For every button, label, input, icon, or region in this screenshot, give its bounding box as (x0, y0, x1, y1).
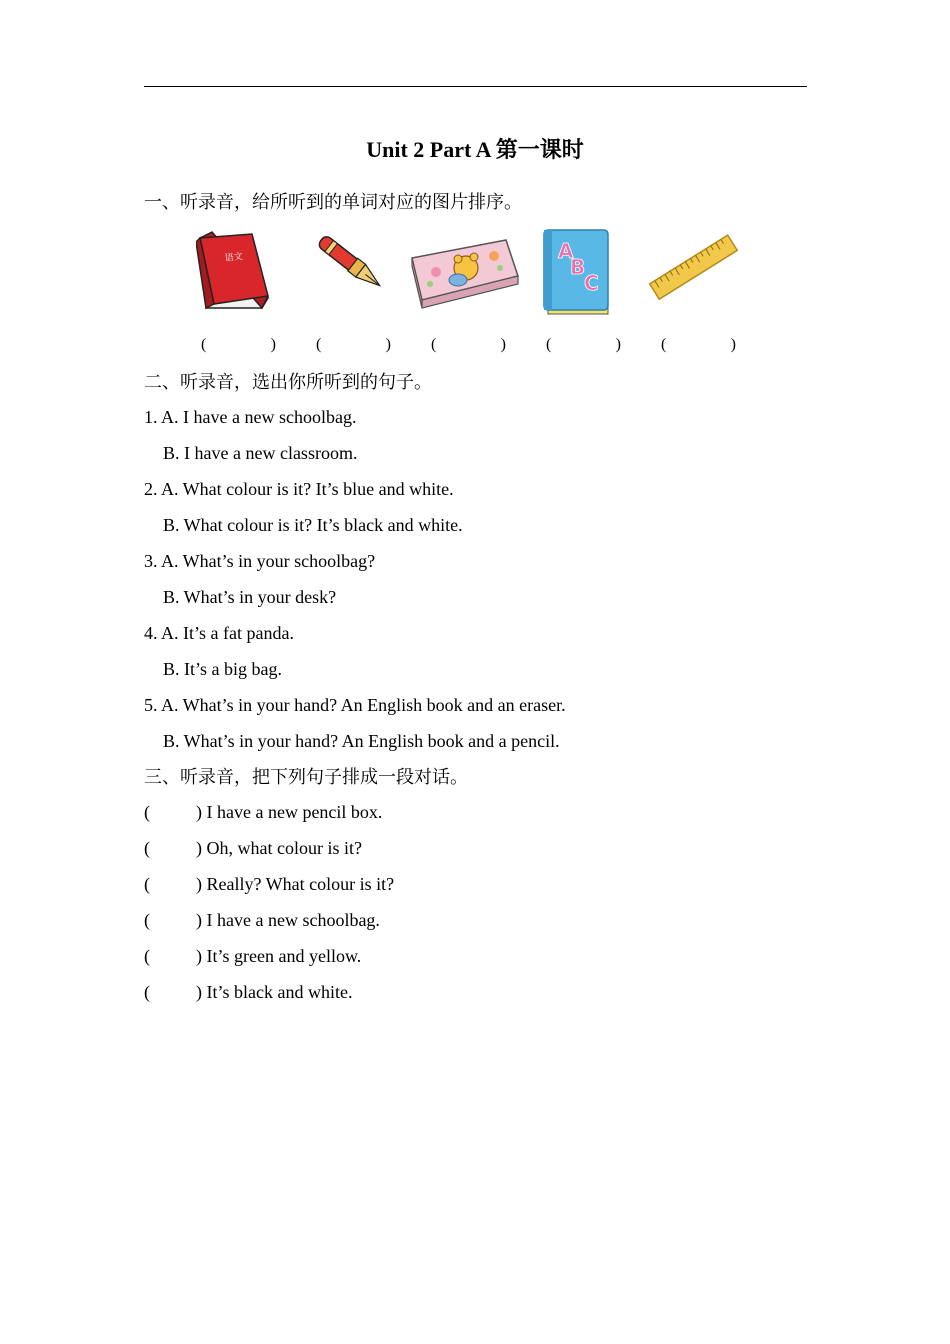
section3-heading: 三、听录音，把下列句子排成一段对话。 (144, 767, 468, 787)
question-4-option-a: 4. A. It’s a fat panda. (144, 623, 294, 643)
picture-row (0, 228, 950, 324)
question-1-option-b: B. I have a new classroom. (163, 443, 358, 463)
question-2-option-b: B. What colour is it? It’s black and white. (163, 515, 463, 535)
dialogue-line-1[interactable]: ( ) I have a new pencil box. (144, 802, 383, 822)
dialogue-line-6[interactable]: ( ) It’s black and white. (144, 982, 353, 1002)
dialogue-line-4[interactable]: ( ) I have a new schoolbag. (144, 910, 380, 930)
letter-c: C (584, 271, 599, 295)
question-1-option-a: 1. A. I have a new schoolbag. (144, 407, 357, 427)
section2-heading: 二、听录音，选出你所听到的句子。 (144, 372, 432, 392)
book-label: 语文 (224, 252, 244, 264)
ruler-picture (648, 228, 740, 308)
letter-b: B (570, 255, 586, 279)
answer-blank-3[interactable]: ( ) (431, 336, 506, 353)
answer-parens-row (0, 333, 950, 357)
section1-heading: 一、听录音，给所听到的单词对应的图片排序。 (144, 192, 522, 212)
question-4-option-b: B. It’s a big bag. (163, 659, 282, 679)
answer-blank-1[interactable]: ( ) (201, 336, 276, 353)
pencil-box-picture (410, 228, 520, 310)
notebook-picture (540, 228, 612, 316)
letter-a: A (558, 239, 574, 263)
question-5-option-a: 5. A. What’s in your hand? An English book and an eraser. (144, 695, 566, 715)
answer-blank-2[interactable]: ( ) (316, 336, 391, 353)
dialogue-line-3[interactable]: ( ) Really? What colour is it? (144, 874, 395, 894)
answer-blank-5[interactable]: ( ) (661, 336, 736, 353)
page-title: Unit 2 Part A 第一课时 (366, 137, 584, 162)
answer-blank-4[interactable]: ( ) (546, 336, 621, 353)
header-rule (144, 86, 807, 87)
question-3-option-a: 3. A. What’s in your schoolbag? (144, 551, 376, 571)
dialogue-line-2[interactable]: ( ) Oh, what colour is it? (144, 838, 362, 858)
dialogue-line-5[interactable]: ( ) It’s green and yellow. (144, 946, 362, 966)
question-3-option-b: B. What’s in your desk? (163, 587, 337, 607)
question-2-option-a: 2. A. What colour is it? It’s blue and white. (144, 479, 454, 499)
red-book-picture (196, 228, 272, 312)
question-5-option-b: B. What’s in your hand? An English book and a pencil. (163, 731, 560, 751)
pen-picture (312, 228, 394, 304)
